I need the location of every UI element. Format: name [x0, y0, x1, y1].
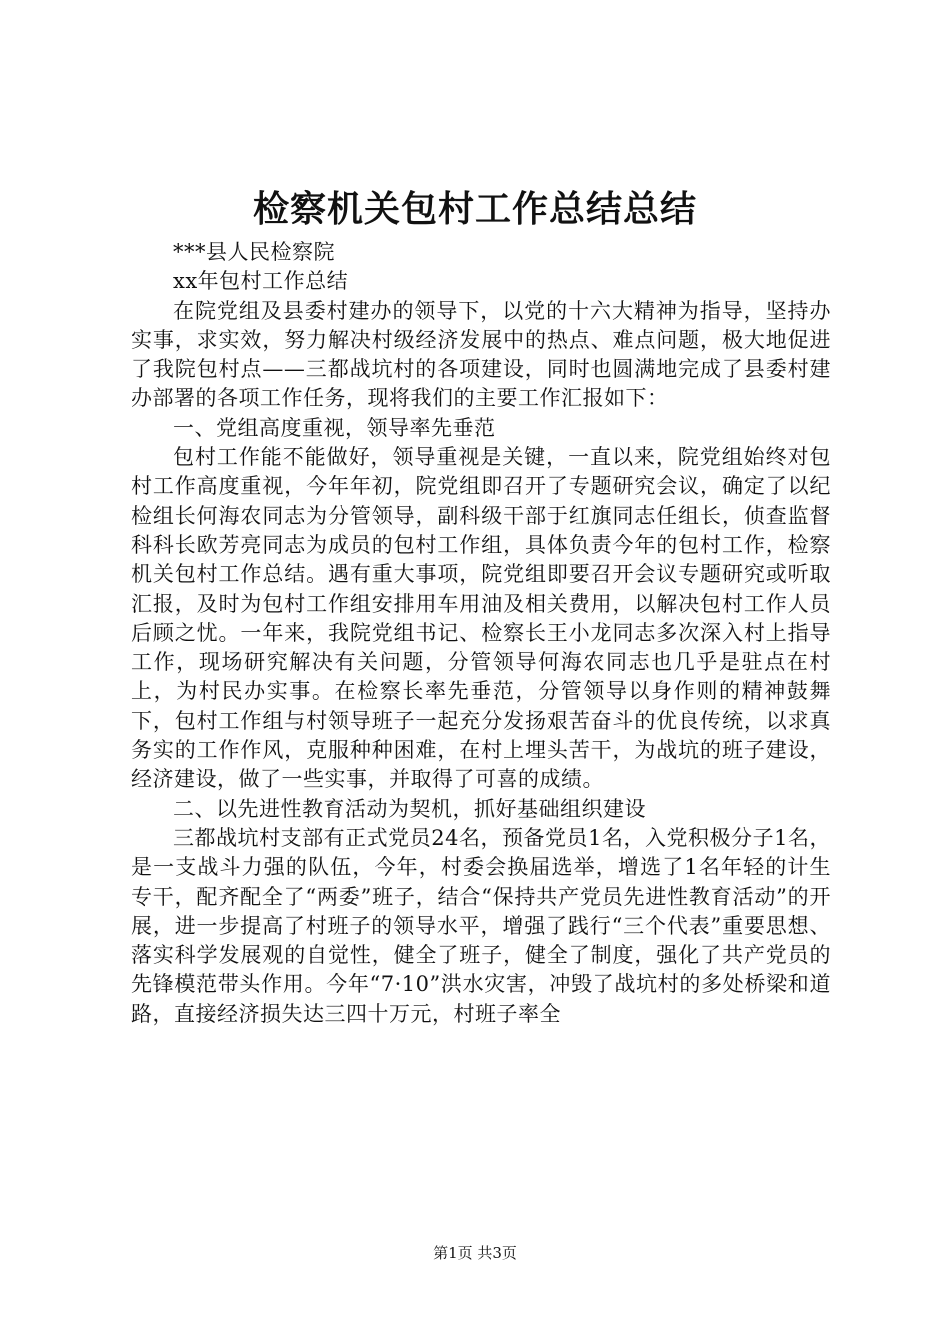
document-title: 检察机关包村工作总结总结: [252, 188, 697, 230]
paragraph-section-2: 三都战坑村支部有正式党员24名，预备党员1名，入党积极分子1名，是一支战斗力强的队伍，今年，村委会换届选举，增选了1名年轻的计生专干，配齐配全了“两委”班子，结合“保持共产党员先进性教育活动”的开展，进一步提高了村班子的领导水平，增强了践行“三个代表”重要思想、落实科学发展观的自觉性，健全了班子，健全了制度，强化了共产党员的先锋模范带头作用。今年“7·10”洪水灾害，冲毁了战坑村的多处桥梁和道路，直接经济损失达三四十万元，村班子率全: [131, 825, 831, 1026]
page-footer: 第1页 共3页: [433, 1244, 517, 1262]
section-heading-2: 二、以先进性教育活动为契机，抓好基础组织建设: [173, 796, 646, 821]
org-line: ***县人民检察院: [173, 240, 335, 264]
paragraph-section-1: 包村工作能不能做好，领导重视是关键，一直以来，院党组始终对包村工作高度重视，今年年初，院党组即召开了专题研究会议，确定了以纪检组长何海农同志为分管领导，副科级干部于红旗同志任组长，侦查监督科科长欧芳亮同志为成员的包村工作组，具体负责今年的包村工作，检察机关包村工作总结。遇有重大事项，院党组即要召开会议专题研究或听取汇报，及时为包村工作组安排用车用油及相关费用，以解决包村工作人员后顾之忧。一年来，我院党组书记、检察长王小龙同志多次深入村上指导工作，现场研究解决有关问题，分管领导何海农同志也几乎是驻点在村上，为村民办实事。在检察长率先垂范，分管领导以身作则的精神鼓舞下，包村工作组与村领导班子一起充分发扬艰苦奋斗的优良传统，以求真务实的工作作风，克服种种困难，在村上埋头苦干，为战坑的班子建设，经济建设，做了一些实事，并取得了可喜的成绩。: [131, 445, 831, 792]
document-body: [131, 238, 831, 1029]
paragraph-intro: 在院党组及县委村建办的领导下，以党的十六大精神为指导，坚持办实事，求实效，努力解决村级经济发展中的热点、难点问题，极大地促进了我院包村点——三都战坑村的各项建设，同时也圆满地完成了县委村建办部署的各项工作任务，现将我们的主要工作汇报如下：: [131, 298, 831, 411]
subtitle-line: xx年包村工作总结: [173, 269, 349, 294]
section-heading-1: 一、党组高度重视，领导率先垂范: [173, 415, 496, 440]
